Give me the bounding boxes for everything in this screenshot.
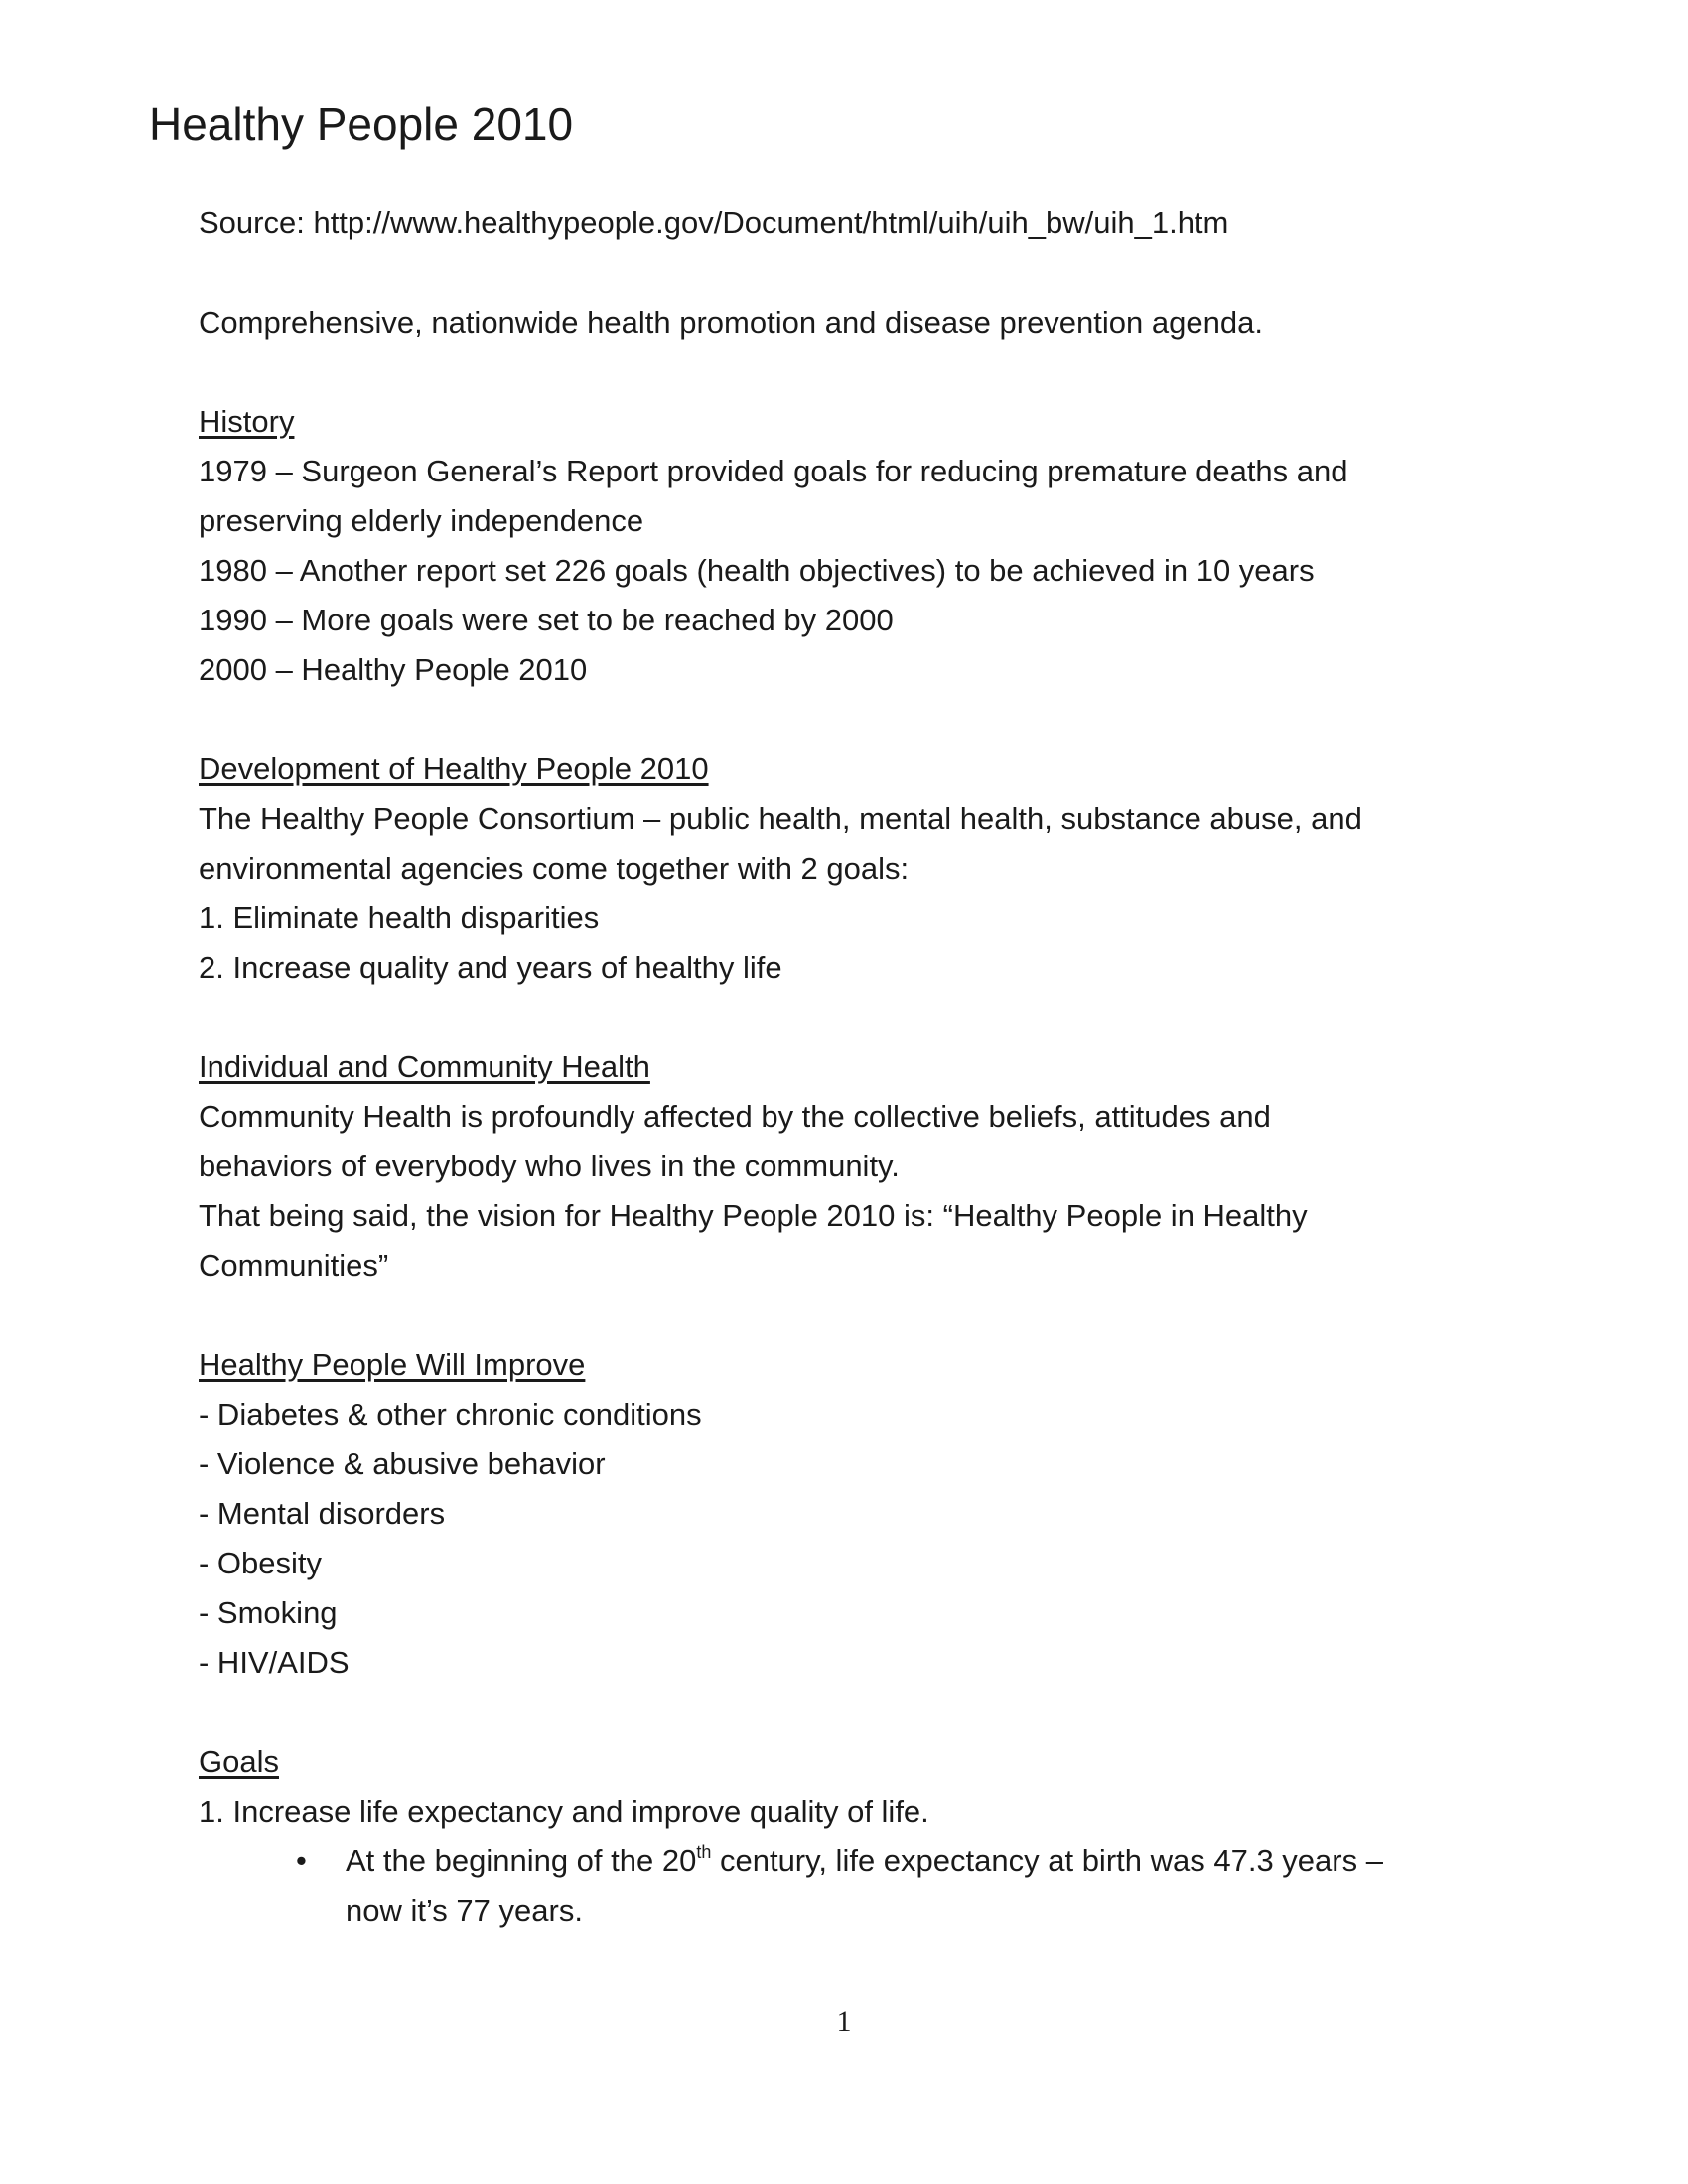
improve-item: - Obesity xyxy=(199,1546,323,1580)
development-line: 2. Increase quality and years of healthy life xyxy=(199,950,782,985)
community-heading: Individual and Community Health xyxy=(199,1049,650,1084)
goals-heading: Goals xyxy=(199,1744,279,1779)
bullet-line xyxy=(346,1837,1529,1886)
community-line: Communities” xyxy=(199,1248,389,1283)
page-number: 1 xyxy=(836,2005,852,2038)
spacer xyxy=(199,347,1529,397)
improve-item: - Violence & abusive behavior xyxy=(199,1446,606,1481)
source-line: Source: http://www.healthypeople.gov/Document/html/uih/uih_bw/uih_1.htm xyxy=(199,205,1229,240)
history-line: 1980 – Another report set 226 goals (health objectives) to be achieved in 10 years xyxy=(199,553,1315,588)
document-title: Healthy People 2010 xyxy=(149,98,574,150)
history-line: preserving elderly independence xyxy=(199,503,644,538)
improve-item: - Diabetes & other chronic conditions xyxy=(199,1397,702,1432)
spacer xyxy=(199,1291,1529,1340)
improve-item: - Smoking xyxy=(199,1595,338,1630)
community-line: behaviors of everybody who lives in the community. xyxy=(199,1149,900,1183)
community-line: Community Health is profoundly affected by the collective beliefs, attitudes and xyxy=(199,1099,1271,1134)
improve-item: - Mental disorders xyxy=(199,1496,446,1531)
ordinal-superscript: th xyxy=(696,1843,712,1862)
bullet-marker: • xyxy=(296,1843,307,1878)
improve-item: - HIV/AIDS xyxy=(199,1645,350,1680)
document-body xyxy=(199,199,1529,1936)
history-line: 1990 – More goals were set to be reached by 2000 xyxy=(199,603,894,637)
summary-line: Comprehensive, nationwide health promotion and disease prevention agenda. xyxy=(199,305,1263,340)
goal-bullet xyxy=(199,1837,1529,1936)
spacer xyxy=(199,993,1529,1042)
development-heading: Development of Healthy People 2010 xyxy=(199,751,709,786)
bullet-text: century, life expectancy at birth was 47.3 years – xyxy=(711,1843,1383,1878)
history-heading: History xyxy=(199,404,295,439)
development-line: environmental agencies come together with 2 goals: xyxy=(199,851,910,886)
development-line: The Healthy People Consortium – public health, mental health, substance abuse, and xyxy=(199,801,1362,836)
history-line: 2000 – Healthy People 2010 xyxy=(199,652,588,687)
bullet-text: At the beginning of the 20 xyxy=(346,1843,697,1878)
goal-item: 1. Increase life expectancy and improve quality of life. xyxy=(199,1794,929,1829)
improve-heading: Healthy People Will Improve xyxy=(199,1347,586,1382)
spacer xyxy=(199,695,1529,745)
community-line: That being said, the vision for Healthy People 2010 is: “Healthy People in Healthy xyxy=(199,1198,1308,1233)
spacer xyxy=(199,248,1529,298)
bullet-line: now it’s 77 years. xyxy=(346,1893,583,1928)
spacer xyxy=(199,1688,1529,1737)
history-line: 1979 – Surgeon General’s Report provided goals for reducing premature deaths and xyxy=(199,454,1348,488)
development-line: 1. Eliminate health disparities xyxy=(199,900,600,935)
